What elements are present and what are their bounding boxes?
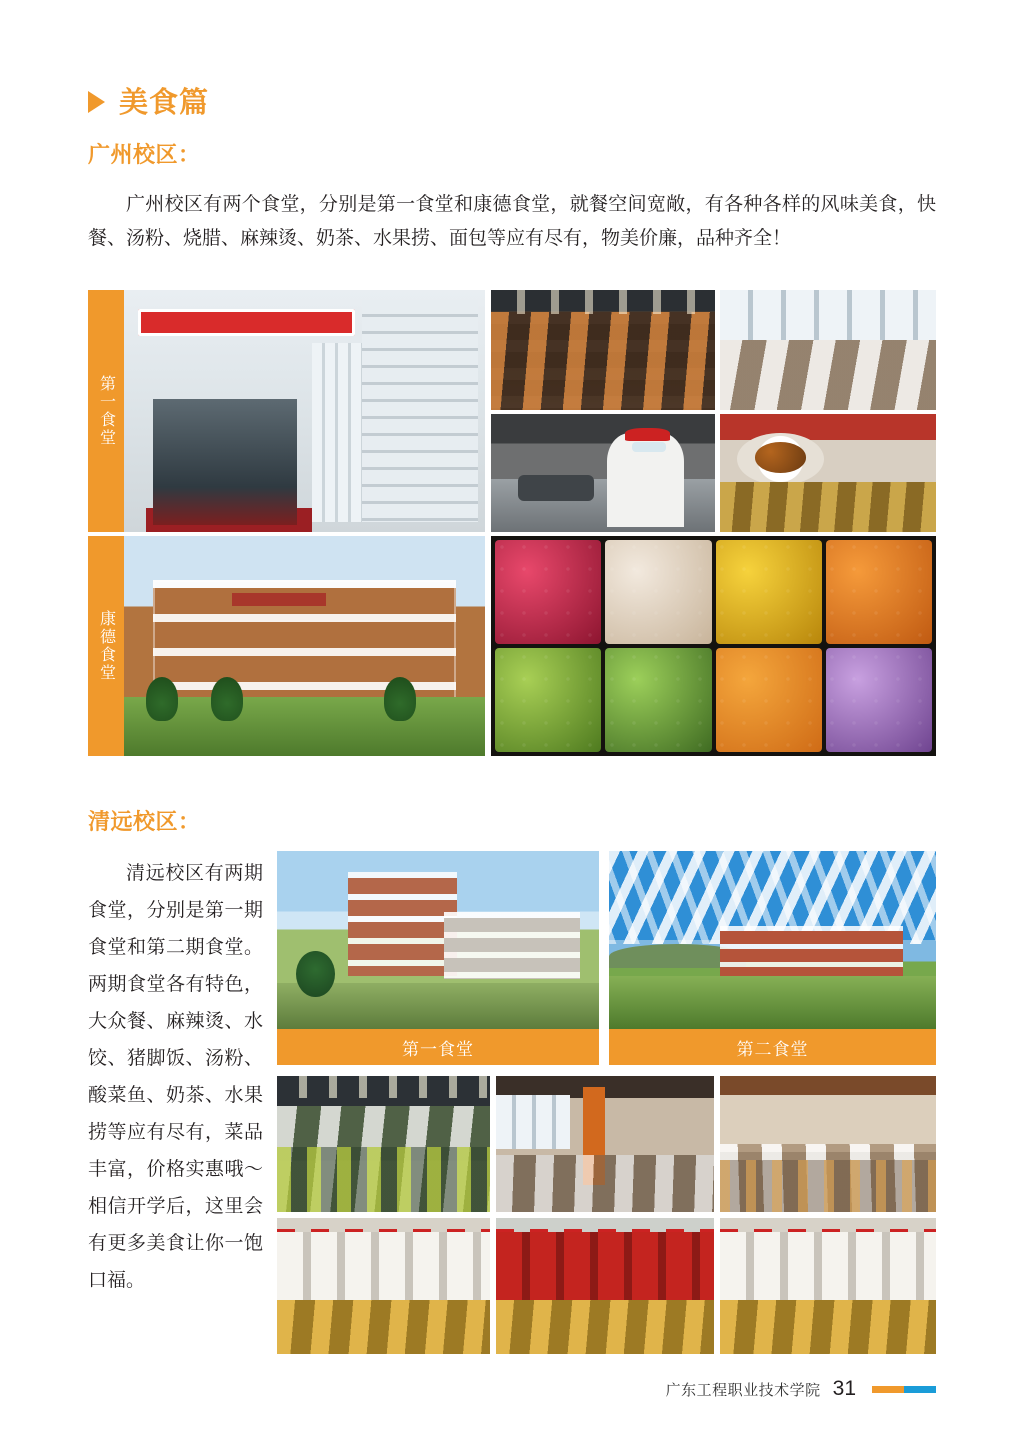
qingyuan-paragraph: 清远校区有两期食堂，分别是第一期食堂和第二期食堂。两期食堂各有特色，大众餐、麻辣烫、水饺、猪脚饭、汤粉、酸菜鱼、奶茶、水果捞等应有尽有，菜品丰富，价格实惠哦～相信开学后，这里会有更多美食让你一饱口福。 (88, 863, 263, 1291)
guangzhou-heading: 广州校区： (88, 142, 201, 167)
photo-qingyuan-serving (496, 1218, 714, 1354)
photo-kangde-exterior (124, 536, 485, 756)
footer-institution: 广东工程职业技术学院 (665, 1381, 821, 1399)
page-footer (666, 1377, 936, 1401)
photo-qingyuan-building1 (277, 851, 599, 1029)
photo-canteen1-kitchen (491, 414, 715, 532)
accent-bar-orange (872, 1386, 904, 1393)
photo-canteen1-hall-bright (720, 290, 936, 410)
kangde-label-bar (88, 536, 124, 756)
photo-canteen1-exterior (124, 290, 485, 532)
photo-qingyuan-interior-1 (277, 1076, 490, 1212)
caption-second-canteen: 第二食堂 (609, 1029, 936, 1065)
photo-qingyuan-staff-1 (277, 1218, 490, 1354)
canteen1-label: 第一食堂 (97, 375, 115, 447)
guangzhou-paragraph: 广州校区有两个食堂，分别是第一食堂和康德食堂，就餐空间宽敞，有各种各样的风味美食，快餐、汤粉、烧腊、麻辣烫、奶茶、水果捞、面包等应有尽有，物美价廉，品种齐全！ (88, 194, 936, 249)
photo-canteen1-serving (720, 414, 936, 532)
canteen1-label-bar (88, 290, 124, 532)
kangde-label: 康德食堂 (97, 610, 115, 682)
photo-canteen1-hall-dark (491, 290, 715, 410)
photo-qingyuan-interior-3 (720, 1076, 936, 1212)
footer-page-number: 31 (832, 1377, 856, 1400)
photo-qingyuan-interior-2 (496, 1076, 714, 1212)
play-triangle-icon (88, 91, 105, 113)
section-heading (88, 80, 209, 121)
photo-fruit-bar (491, 536, 936, 756)
photo-qingyuan-staff-2 (720, 1218, 936, 1354)
photo-qingyuan-building2 (609, 851, 936, 1029)
qingyuan-heading: 清远校区： (88, 809, 201, 834)
section-title: 美食篇 (119, 87, 210, 119)
caption-first-canteen: 第一食堂 (277, 1029, 599, 1065)
footer-accent-bars (872, 1386, 936, 1393)
accent-bar-blue (904, 1386, 936, 1393)
